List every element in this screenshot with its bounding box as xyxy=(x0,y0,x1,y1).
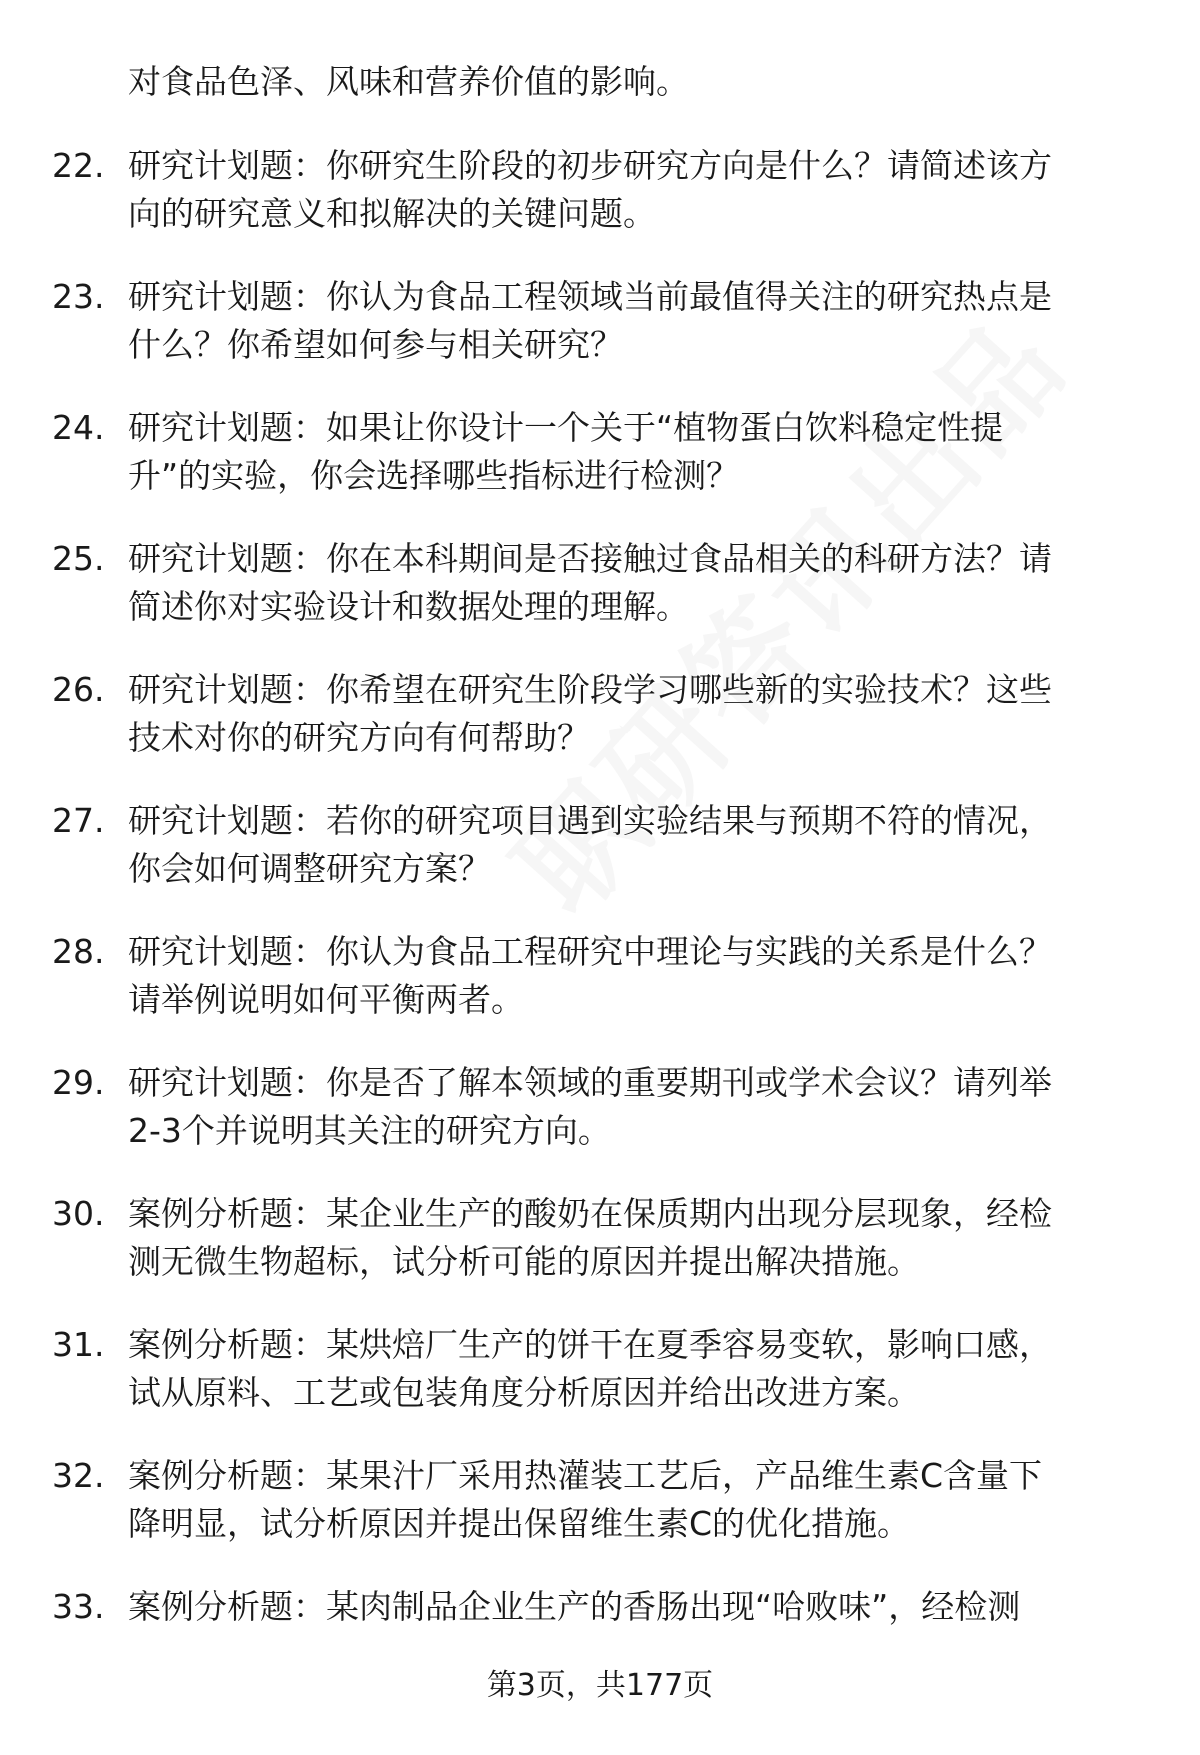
item-number: 23. xyxy=(52,277,105,316)
list-item xyxy=(0,142,1200,273)
item-text xyxy=(128,1452,1138,1548)
list-item xyxy=(0,404,1200,535)
item-number: 33. xyxy=(52,1587,105,1626)
item-number: 27. xyxy=(52,801,105,840)
item-number: 22. xyxy=(52,146,105,185)
item-line: 测无微生物超标，试分析可能的原因并提出解决措施。 xyxy=(128,1242,920,1281)
item-line: 研究计划题：你是否了解本领域的重要期刊或学术会议？请列举 xyxy=(128,1063,1052,1102)
list-item xyxy=(0,1452,1200,1583)
item-text xyxy=(128,1583,1138,1631)
item-number: 32. xyxy=(52,1456,105,1495)
item-line: 向的研究意义和拟解决的关键问题。 xyxy=(128,194,656,233)
list-item xyxy=(0,1190,1200,1321)
item-text xyxy=(128,1059,1138,1155)
item-text xyxy=(128,273,1138,369)
item-number: 24. xyxy=(52,408,105,447)
item-line: 什么？你希望如何参与相关研究？ xyxy=(128,325,623,364)
item-number: 26. xyxy=(52,670,105,709)
list-item xyxy=(0,1059,1200,1190)
list-item xyxy=(0,273,1200,404)
list-item xyxy=(0,1321,1200,1452)
list-item xyxy=(0,928,1200,1059)
item-text xyxy=(128,404,1138,500)
item-line: 研究计划题：若你的研究项目遇到实验结果与预期不符的情况， xyxy=(128,801,1052,840)
item-line: 研究计划题：你希望在研究生阶段学习哪些新的实验技术？这些 xyxy=(128,670,1052,709)
item-number: 29. xyxy=(52,1063,105,1102)
item-line: 案例分析题：某烘焙厂生产的饼干在夏季容易变软，影响口感， xyxy=(128,1325,1052,1364)
item-line: 研究计划题：你认为食品工程领域当前最值得关注的研究热点是 xyxy=(128,277,1052,316)
item-line: 研究计划题：你认为食品工程研究中理论与实践的关系是什么？ xyxy=(128,932,1052,971)
item-text xyxy=(128,1190,1138,1286)
item-text xyxy=(128,666,1138,762)
item-line: 请举例说明如何平衡两者。 xyxy=(128,980,524,1019)
item-line: 研究计划题：你在本科期间是否接触过食品相关的科研方法？请 xyxy=(128,539,1052,578)
item-line: 案例分析题：某果汁厂采用热灌装工艺后，产品维生素C含量下 xyxy=(128,1456,1043,1495)
item-number: 28. xyxy=(52,932,105,971)
item-line: 研究计划题：你研究生阶段的初步研究方向是什么？请简述该方 xyxy=(128,146,1052,185)
item-text xyxy=(128,797,1138,893)
question-list xyxy=(0,142,1200,1714)
item-line: 降明显，试分析原因并提出保留维生素C的优化措施。 xyxy=(128,1504,911,1543)
item-line: 升”的实验，你会选择哪些指标进行检测？ xyxy=(128,456,740,495)
item-line: 技术对你的研究方向有何帮助？ xyxy=(128,718,590,757)
list-item xyxy=(0,666,1200,797)
item-line: 案例分析题：某企业生产的酸奶在保质期内出现分层现象，经检 xyxy=(128,1194,1052,1233)
item-number: 31. xyxy=(52,1325,105,1364)
item-text xyxy=(128,142,1138,238)
list-item xyxy=(0,535,1200,666)
item-text xyxy=(128,535,1138,631)
item-line: 2-3个并说明其关注的研究方向。 xyxy=(128,1111,611,1150)
item-line: 简述你对实验设计和数据处理的理解。 xyxy=(128,587,689,626)
list-item xyxy=(0,797,1200,928)
continued-paragraph: 对食品色泽、风味和营养价值的影响。 xyxy=(128,62,689,101)
page-footer: 第3页，共177页 xyxy=(486,1668,714,1703)
item-number: 30. xyxy=(52,1194,105,1233)
item-line: 你会如何调整研究方案？ xyxy=(128,849,491,888)
item-number: 25. xyxy=(52,539,105,578)
item-line: 案例分析题：某肉制品企业生产的香肠出现“哈败味”，经检测 xyxy=(128,1587,1021,1626)
item-text xyxy=(128,1321,1138,1417)
item-line: 研究计划题：如果让你设计一个关于“植物蛋白饮料稳定性提 xyxy=(128,408,1004,447)
item-line: 试从原料、工艺或包装角度分析原因并给出改进方案。 xyxy=(128,1373,920,1412)
item-text xyxy=(128,928,1138,1024)
